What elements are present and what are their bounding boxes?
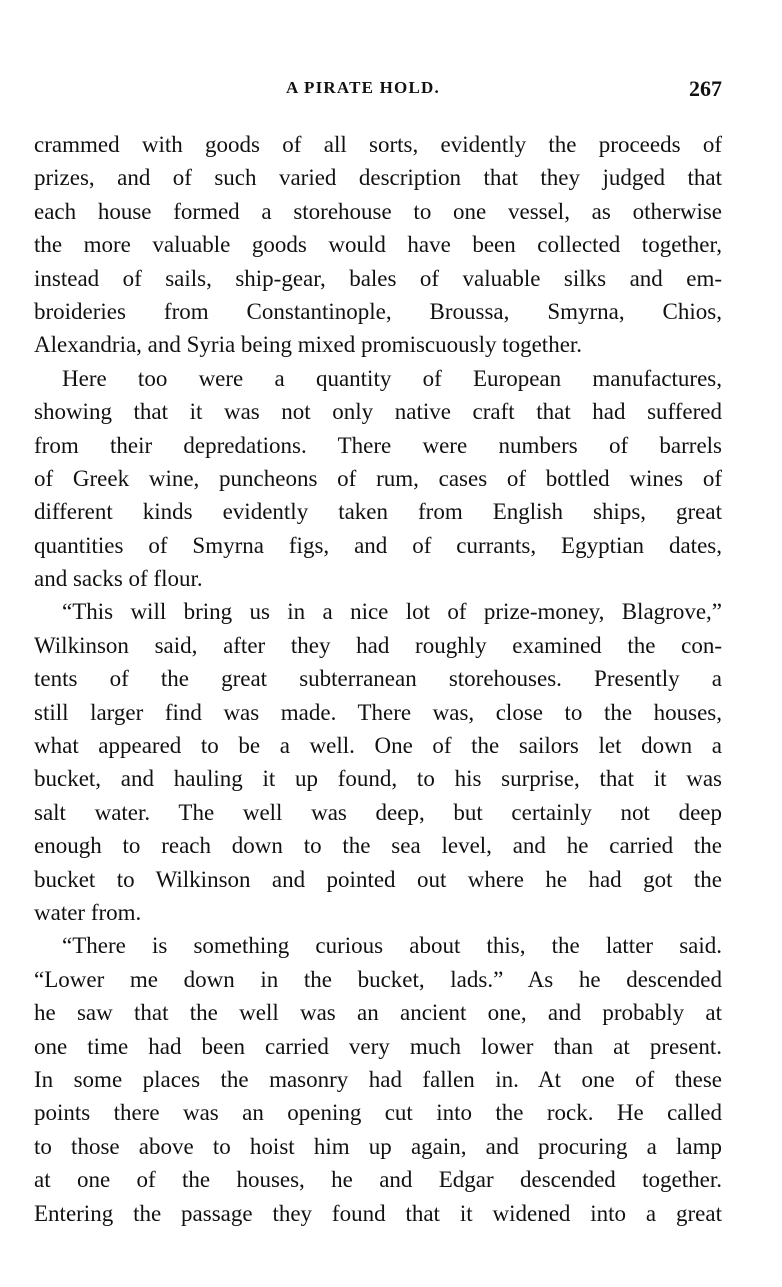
text-line: at one of the houses, he and Edgar descended together. [34,1167,722,1193]
text-line: In some places the masonry had fallen in. At one of these [34,1066,722,1092]
text-line: Entering the passage they found that it widened into a great [34,1200,722,1226]
body-text [34,128,722,1230]
text-line: what appeared to be a well. One of the sailors let down a [34,733,722,759]
text-line: different kinds evidently taken from English ships, great [34,499,722,525]
text-line: enough to reach down to the sea level, and he carried the [34,833,722,859]
text-line: Wilkinson said, after they had roughly examined the con- [34,632,722,658]
text-line: he saw that the well was an ancient one, and probably at [34,1000,722,1026]
running-title: A PIRATE HOLD. [286,78,440,97]
text-line: and sacks of flour. [34,566,203,592]
text-line: “Lower me down in the bucket, lads.” As he descended [34,966,722,992]
text-line: bucket to Wilkinson and pointed out where he had got the [34,866,722,892]
text-line: instead of sails, ship-gear, bales of valuable silks and em- [34,265,722,291]
text-line: still larger find was made. There was, close to the houses, [34,699,722,725]
text-line: Here too were a quantity of European manufactures, [62,365,722,391]
text-line: the more valuable goods would have been collected together, [34,232,722,258]
text-line: broideries from Constantinople, Broussa, Smyrna, Chios, [34,298,722,324]
text-line: prizes, and of such varied description that they judged that [34,165,722,191]
text-line: points there was an opening cut into the rock. He called [34,1100,722,1126]
page-number: 267 [689,76,722,101]
text-line: from their depredations. There were numbers of barrels [34,432,722,458]
text-line: showing that it was not only native craft that had suffered [34,399,722,425]
text-line: crammed with goods of all sorts, evidently the proceeds of [34,132,722,157]
text-line: “This will bring us in a nice lot of prize-money, Blagrove,” [62,599,722,625]
text-line: salt water. The well was deep, but certainly not deep [34,799,722,825]
running-head [34,72,722,102]
text-line: quantities of Smyrna figs, and of currants, Egyptian dates, [34,532,722,558]
text-line: tents of the great subterranean storehouses. Presently a [34,666,722,692]
text-line: Alexandria, and Syria being mixed promiscuously together. [34,332,583,358]
text-line: each house formed a storehouse to one vessel, as otherwise [34,198,722,224]
text-line: “There is something curious about this, the latter said. [62,933,722,959]
text-line: bucket, and hauling it up found, to his surprise, that it was [34,766,722,792]
text-line: of Greek wine, puncheons of rum, cases of bottled wines of [34,465,722,491]
text-line: to those above to hoist him up again, and procuring a lamp [34,1133,722,1159]
text-line: water from. [34,899,142,925]
text-line: one time had been carried very much lower than at present. [34,1033,722,1059]
